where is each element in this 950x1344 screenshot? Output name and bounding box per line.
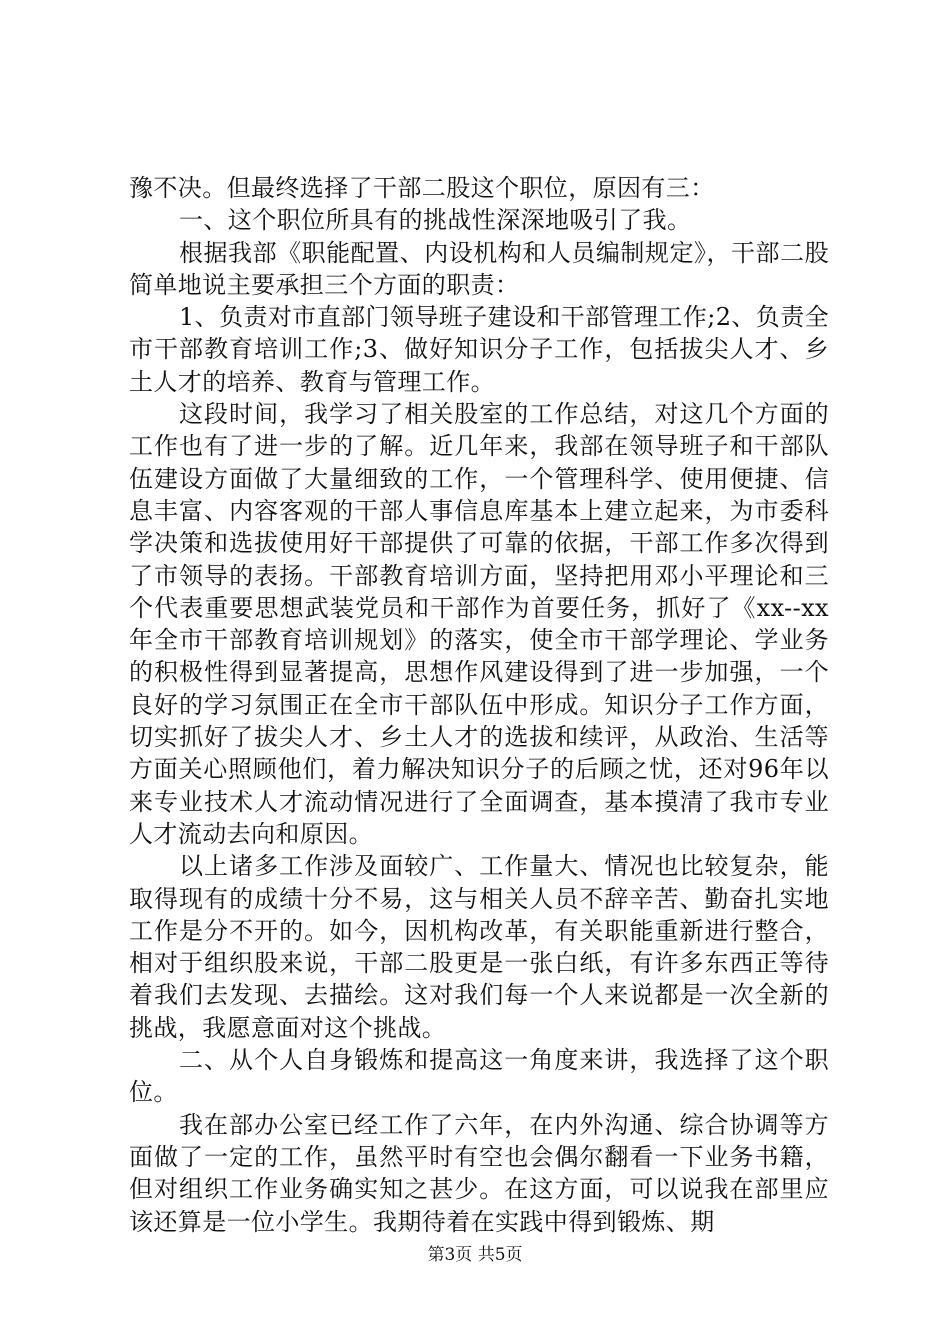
paragraph: 根据我部《职能配置、内设机构和人员编制规定》，干部二股简单地说主要承担三个方面的职责：: [129, 238, 829, 299]
body-text: [129, 172, 829, 1238]
paragraph: 这段时间，我学习了相关股室的工作总结，对这几个方面的工作也有了进一步的了解。近几年来，我部在领导班子和干部队伍建设方面做了大量细致的工作，一个管理科学、使用便捷、信息丰富、内容客观的干部人事信息库基本上建立起来，为市委科学决策和选拔使用好干部提供了可靠的依据，干部工作多次得到了市领导的表扬。干部教育培训方面，坚持把用邓小平理论和三个代表重要思想武装党员和干部作为首要任务，抓好了《xx--xx年全市干部教育培训规划》的落实，使全市干部学理论、学业务的积极性得到显著提高，思想作风建设得到了进一步加强，一个良好的学习氛围正在全市干部队伍中形成。知识分子工作方面，切实抓好了拔尖人才、乡土人才的选拔和续评，从政治、生活等方面关心照顾他们，着力解决知识分子的后顾之忧，还对96年以来专业技术人才流动情况进行了全面调查，基本摸清了我市专业人才流动去向和原因。: [129, 400, 829, 848]
page-footer: 第3页 共5页: [427, 1245, 523, 1265]
paragraph: 1、负责对市直部门领导班子建设和干部管理工作;2、负责全市干部教育培训工作;3、做好知识分子工作，包括拔尖人才、乡土人才的培养、教育与管理工作。: [129, 303, 829, 396]
paragraph: 二、从个人自身锻炼和提高这一角度来讲，我选择了这个职位。: [129, 1046, 829, 1107]
paragraph: 一、这个职位所具有的挑战性深深地吸引了我。: [179, 206, 692, 235]
paragraph: 豫不决。但最终选择了干部二股这个职位，原因有三：: [129, 174, 715, 202]
paragraph: 我在部办公室已经工作了六年，在内外沟通、综合协调等方面做了一定的工作，虽然平时有空也会偶尔翻看一下业务书籍，但对组织工作业务确实知之甚少。在这方面，可以说我在部里应该还算是一位小学生。我期待着在实践中得到锻炼、期: [129, 1110, 829, 1236]
paragraph: 以上诸多工作涉及面较广、工作量大、情况也比较复杂，能取得现有的成绩十分不易，这与相关人员不辞辛苦、勤奋扎实地工作是分不开的。如今，因机构改革，有关职能重新进行整合，相对于组织股来说，干部二股更是一张白纸，有许多东西正等待着我们去发现、去描绘。这对我们每一个人来说都是一次全新的挑战，我愿意面对这个挑战。: [129, 852, 829, 1042]
